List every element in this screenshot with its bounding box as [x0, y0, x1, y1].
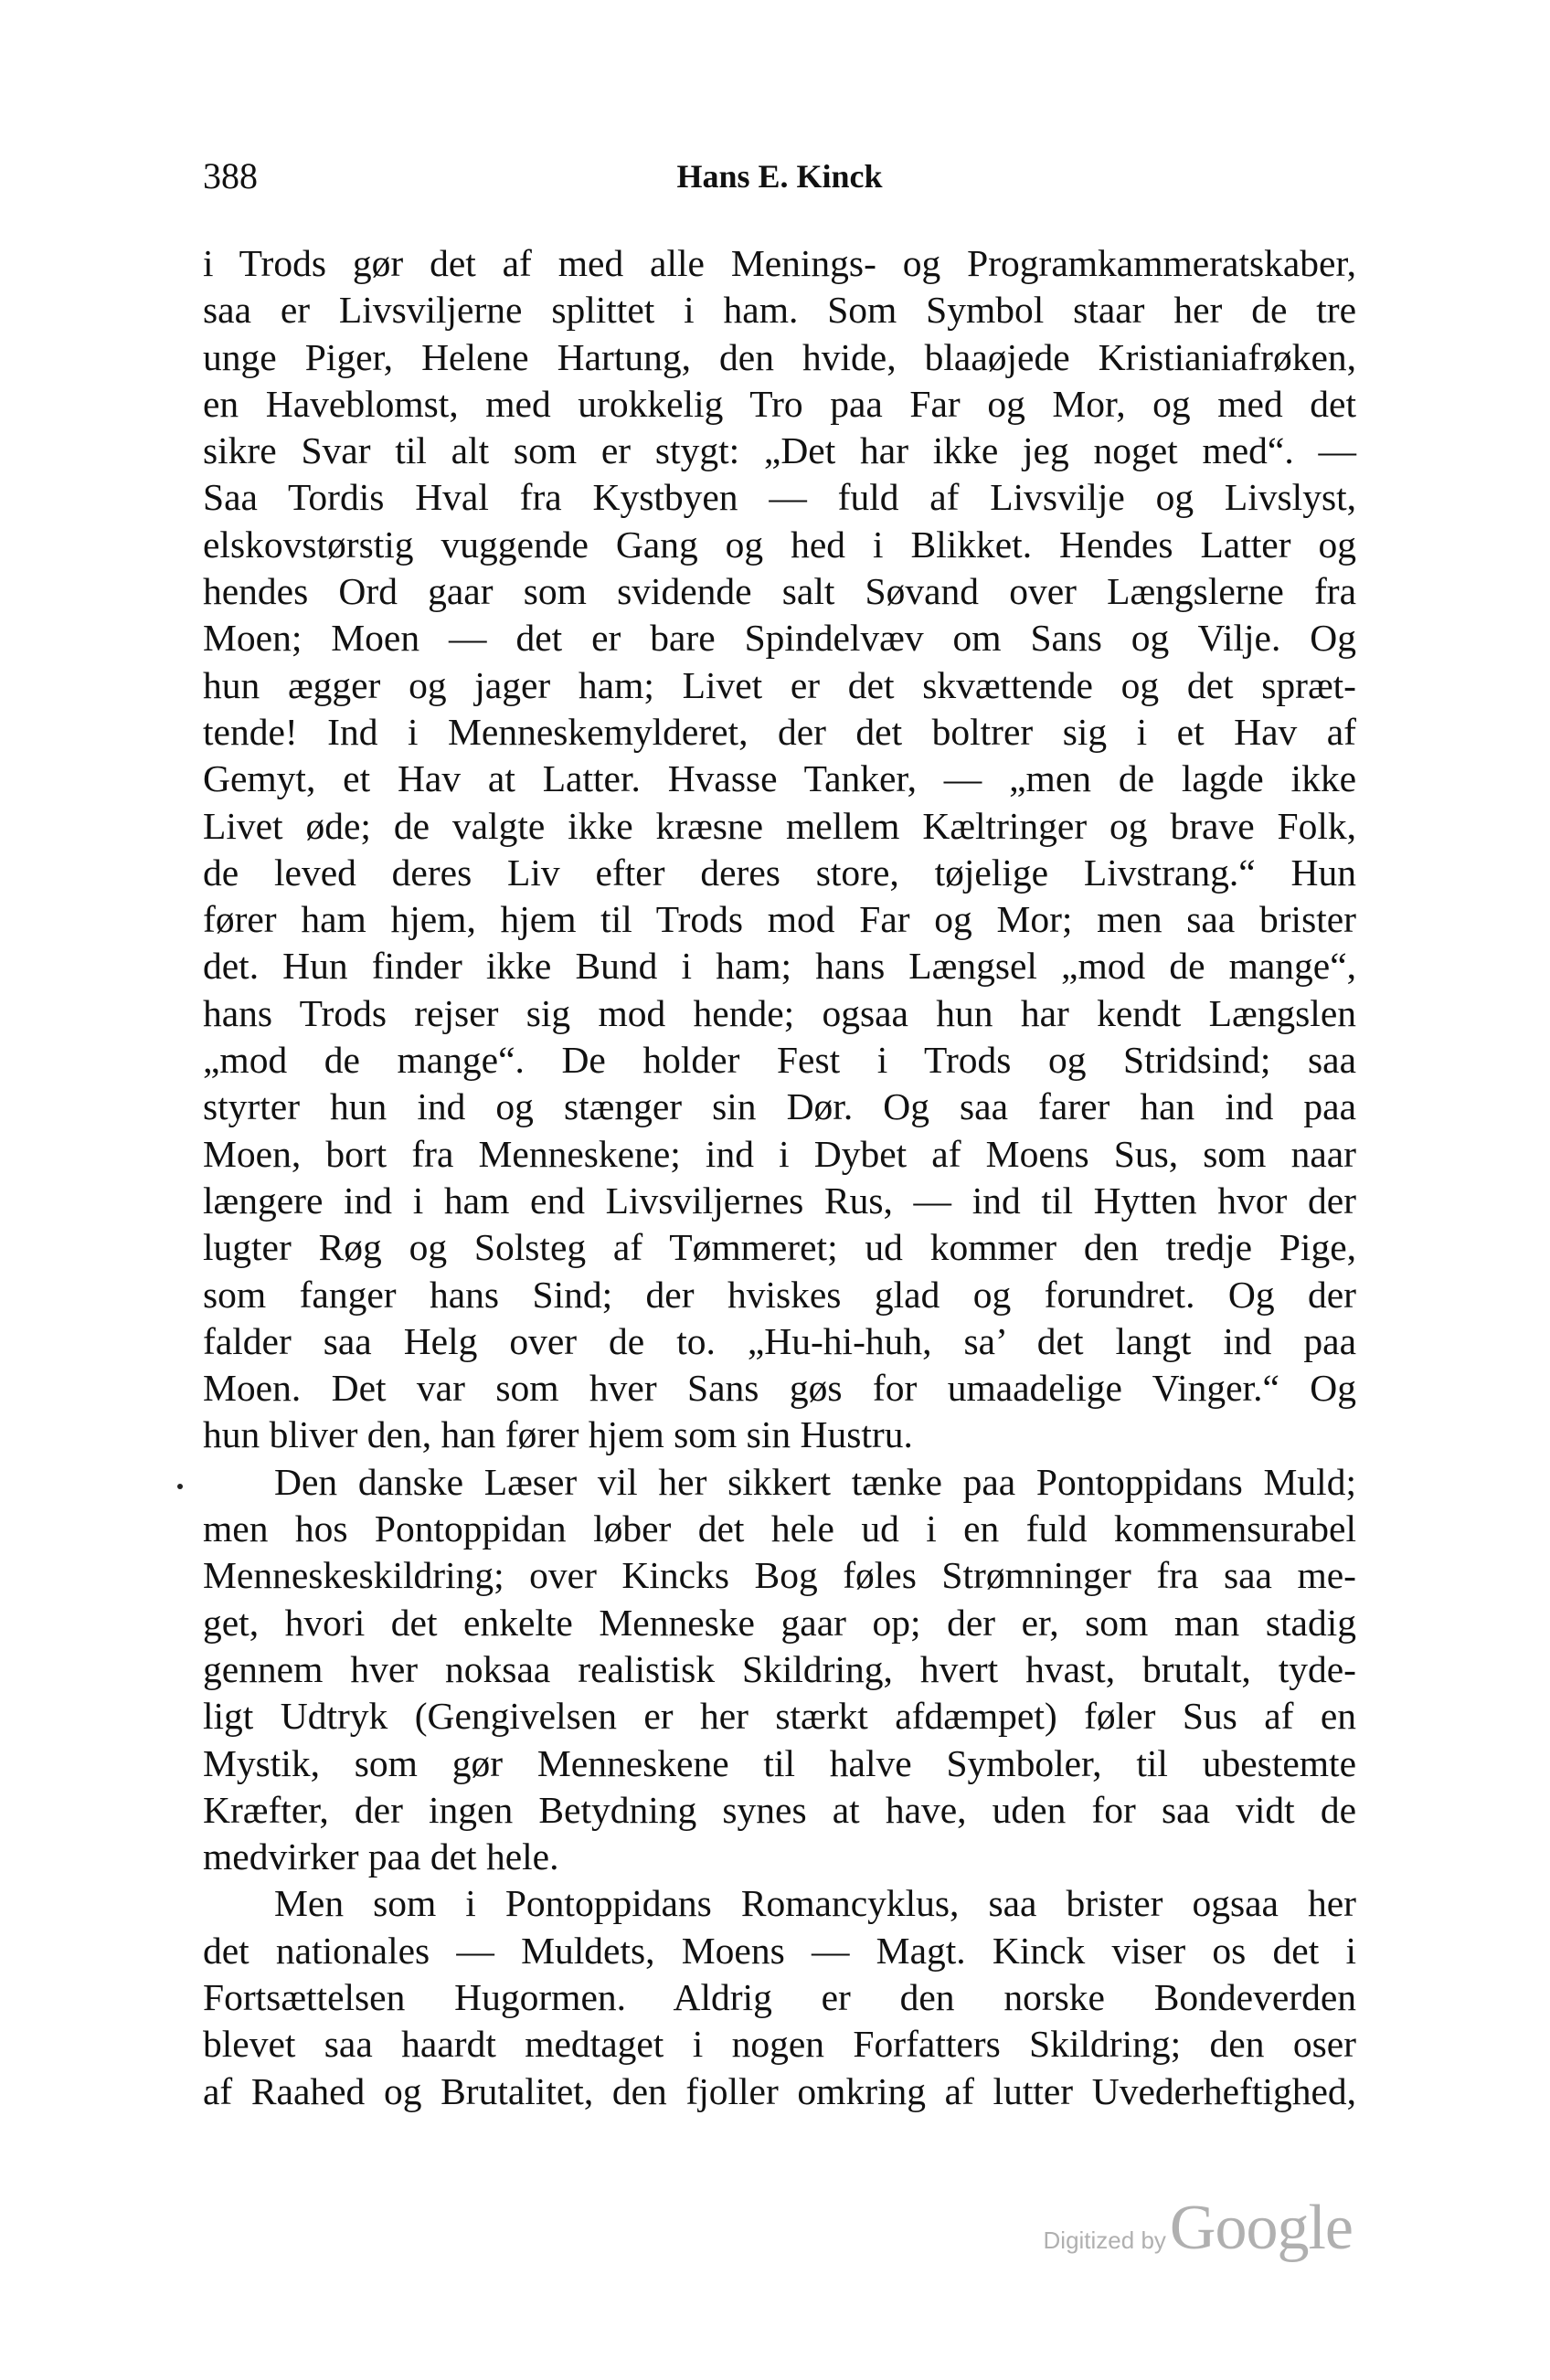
text-line: Kræfter, der ingen Betydning synes at have, uden for saa vidt de	[203, 1788, 1356, 1831]
digitized-by-google-watermark	[1044, 2192, 1353, 2265]
body-text	[203, 240, 1356, 2115]
text-line: som fanger hans Sind; der hviskes glad og forundret. Og der	[203, 1273, 1356, 1316]
text-line: af Raahed og Brutalitet, den fjoller omkring af lutter Uvederheftighed,	[203, 2069, 1356, 2112]
text-line: styrter hun ind og stænger sin Dør. Og saa farer han ind paa	[203, 1085, 1356, 1128]
text-line: det nationales — Muldets, Moens — Magt. Kinck viser os det i	[203, 1929, 1356, 1972]
text-line: gennem hver noksaa realistisk Skildring, hvert hvast, brutalt, tyde-	[203, 1647, 1356, 1690]
text-line: tende! Ind i Menneskemylderet, der det boltrer sig i et Hav af	[203, 710, 1356, 753]
text-line: Moen; Moen — det er bare Spindelvæv om Sans og Vilje. Og	[203, 617, 1356, 660]
text-line: længere ind i ham end Livsviljernes Rus, — ind til Hytten hvor der	[203, 1179, 1356, 1222]
text-line: Livet øde; de valgte ikke kræsne mellem Kæltringer og brave Folk,	[203, 804, 1356, 847]
text-line: Moen. Det var som hver Sans gøs for umaadelige Vinger.“ Og	[203, 1367, 1356, 1410]
text-line: falder saa Helg over de to. „Hu-hi-huh, sa’ det langt ind paa	[203, 1319, 1356, 1362]
text-line: blevet saa haardt medtaget i nogen Forfatters Skildring; den oser	[203, 2023, 1356, 2066]
text-line: de leved deres Liv efter deres store, tøjelige Livstrang.“ Hun	[203, 851, 1356, 894]
text-line: Fortsættelsen Hugormen. Aldrig er den norske Bondeverden	[203, 1975, 1356, 2018]
text-line: Menneskeskildring; over Kincks Bog føles Strømninger fra saa me-	[203, 1554, 1356, 1597]
text-line: hun ægger og jager ham; Livet er det skvættende og det spræt-	[203, 663, 1356, 706]
stray-dot-mark	[177, 1484, 183, 1489]
text-line: Moen, bort fra Menneskene; ind i Dybet af Moens Sus, som naar	[203, 1132, 1356, 1175]
text-line: Den danske Læser vil her sikkert tænke paa Pontoppidans Muld;	[274, 1460, 1356, 1503]
text-line: ligt Udtryk (Gengivelsen er her stærkt afdæmpet) føler Sus af en	[203, 1695, 1356, 1738]
text-line: get, hvori det enkelte Menneske gaar op; der er, som man stadig	[203, 1601, 1356, 1644]
running-head-author: Hans E. Kinck	[676, 158, 883, 195]
text-line: saa er Livsviljerne splittet i ham. Som Symbol staar her de tre	[203, 289, 1356, 332]
text-line: hendes Ord gaar som svidende salt Søvand over Længslerne fra	[203, 570, 1356, 613]
google-logo: Google	[1169, 2193, 1353, 2263]
text-line: en Haveblomst, med urokkelig Tro paa Far og Mor, og med det	[203, 382, 1356, 425]
text-line: i Trods gør det af med alle Menings- og Programkammeratskaber,	[203, 242, 1356, 284]
text-line: medvirker paa det hele.	[203, 1835, 559, 1878]
text-line: lugter Røg og Solsteg af Tømmeret; ud kommer den tredje Pige,	[203, 1226, 1356, 1269]
text-line: elskovstørstig vuggende Gang og hed i Blikket. Hendes Latter og	[203, 523, 1356, 566]
text-line: Men som i Pontoppidans Romancyklus, saa brister ogsaa her	[274, 1882, 1356, 1925]
page-number: 388	[203, 155, 258, 196]
text-line: men hos Pontoppidan løber det hele ud i en fuld kommensurabel	[203, 1507, 1356, 1550]
text-line: Saa Tordis Hval fra Kystbyen — fuld af Livsvilje og Livslyst,	[203, 476, 1356, 519]
text-line: fører ham hjem, hjem til Trods mod Far og Mor; men saa brister	[203, 898, 1356, 941]
text-line: Gemyt, et Hav at Latter. Hvasse Tanker, — „men de lagde ikke	[203, 757, 1356, 800]
text-line: hans Trods rejser sig mod hende; ogsaa hun har kendt Længslen	[203, 991, 1356, 1034]
text-line: det. Hun finder ikke Bund i ham; hans Længsel „mod de mange“,	[203, 945, 1356, 988]
text-line: Mystik, som gør Menneskene til halve Symboler, til ubestemte	[203, 1741, 1356, 1784]
digitized-label: Digitized by	[1043, 2227, 1166, 2254]
text-line: „mod de mange“. De holder Fest i Trods og Stridsind; saa	[203, 1039, 1356, 1082]
running-head	[203, 153, 1356, 199]
text-line: hun bliver den, han fører hjem som sin Hustru.	[203, 1413, 913, 1456]
text-line: unge Piger, Helene Hartung, den hvide, blaaøjede Kristianiafrøken,	[203, 335, 1356, 378]
text-line: sikre Svar til alt som er stygt: „Det har ikke jeg noget med“. —	[203, 429, 1356, 472]
